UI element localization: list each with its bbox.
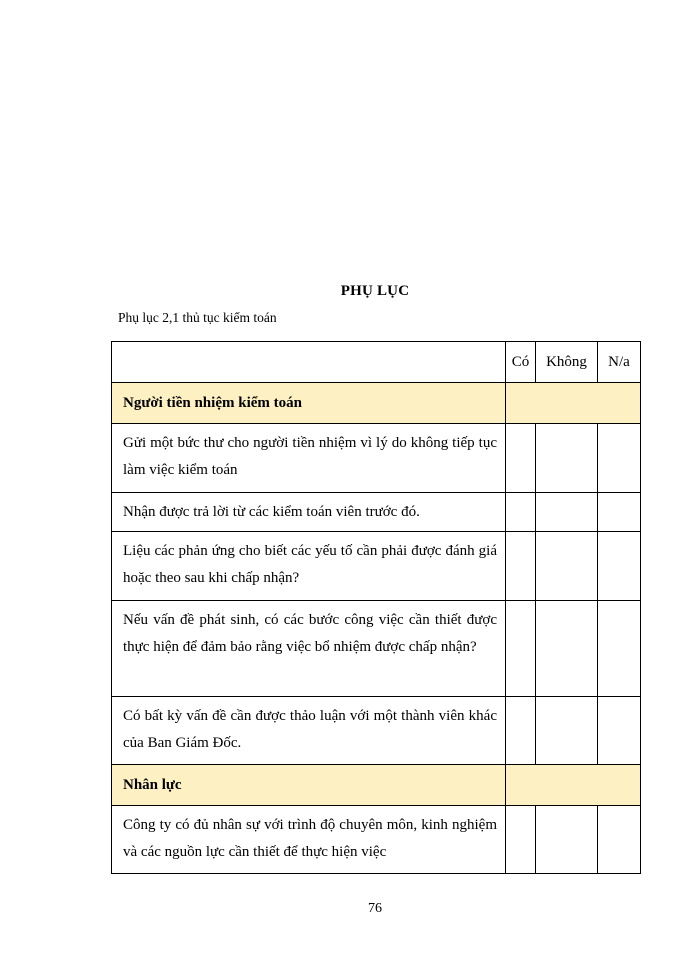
na-check-cell[interactable] [598,697,641,765]
appendix-subtitle: Phụ lục 2,1 thủ tục kiểm toán [118,310,277,325]
table-row [112,424,641,493]
yes-check-cell[interactable] [506,601,536,697]
yes-check-cell[interactable] [506,806,536,874]
na-check-cell[interactable] [598,493,641,532]
yes-check-cell[interactable] [506,532,536,601]
table-row [112,806,641,874]
page-title: PHỤ LỤC [340,283,410,299]
yes-check-cell[interactable] [506,697,536,765]
section-blank-cell [506,765,641,806]
item-text: Công ty có đủ nhân sự với trình độ chuyên môn, kinh nghiệm và các nguồn lực cần thiết để thực hiện việc [123,817,497,860]
item-text: Nếu vấn đề phát sinh, có các bước công việc cần thiết được thực hiện để đảm bảo rằng việc bổ nhiệm được chấp nhận? [123,612,497,655]
item-description-cell [112,532,506,601]
item-description-cell [112,424,506,493]
table-row [112,697,641,765]
item-text: Nhận được trả lời từ các kiểm toán viên trước đó. [123,504,420,520]
section-blank-cell [506,383,641,424]
no-check-cell[interactable] [536,424,598,493]
section-row-human-resources [112,765,641,806]
table-header-row [112,342,641,383]
table-row [112,493,641,532]
table-row [112,601,641,697]
item-text: Gửi một bức thư cho người tiền nhiệm vì lý do không tiếp tục làm việc kiểm toán [123,435,497,478]
section-title-cell [112,383,506,424]
item-description-cell [112,697,506,765]
na-check-cell[interactable] [598,532,641,601]
no-check-cell[interactable] [536,806,598,874]
header-na-cell: N/a [598,342,641,383]
table-row [112,532,641,601]
no-check-cell[interactable] [536,601,598,697]
header-no-cell: Không [536,342,598,383]
item-description-cell [112,493,506,532]
item-description-cell [112,806,506,874]
no-check-cell[interactable] [536,493,598,532]
yes-check-cell[interactable] [506,493,536,532]
item-description-cell [112,601,506,697]
no-check-cell[interactable] [536,697,598,765]
header-yes-cell: Có [506,342,536,383]
yes-check-cell[interactable] [506,424,536,493]
header-description-cell [112,342,506,383]
section-title: Nhân lực [123,776,182,793]
section-title-cell [112,765,506,806]
item-text: Liệu các phản ứng cho biết các yếu tố cần phải được đánh giá hoặc theo sau khi chấp nhận? [123,543,497,586]
section-row-predecessor-auditor [112,383,641,424]
no-check-cell[interactable] [536,532,598,601]
na-check-cell[interactable] [598,424,641,493]
na-check-cell[interactable] [598,806,641,874]
page-number: 76 [368,901,382,916]
section-title: Người tiền nhiệm kiểm toán [123,394,302,411]
item-text: Có bất kỳ vấn đề cần được thảo luận với một thành viên khác của Ban Giám Đốc. [123,708,497,751]
na-check-cell[interactable] [598,601,641,697]
audit-procedure-table [111,341,641,874]
